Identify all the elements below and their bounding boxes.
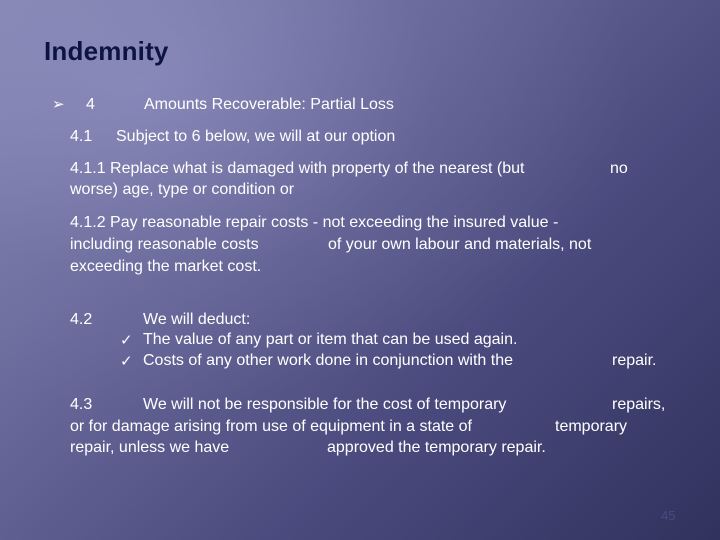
section-4-3-line2a: or for damage arising from use of equipment in a state of (70, 418, 472, 435)
slide-title: Indemnity (44, 36, 169, 66)
section-4-1-1-line1-tail: no (610, 160, 628, 177)
section-4-1-1-line1: 4.1.1 Replace what is damaged with property of the nearest (but (70, 160, 525, 177)
section-4-2-number: 4.2 (70, 311, 93, 328)
section-4-heading: Amounts Recoverable: Partial Loss (144, 96, 394, 113)
section-4-2-item1: The value of any part or item that can be used again. (143, 331, 518, 348)
section-4-2-item2a: Costs of any other work done in conjunction with the (143, 352, 513, 369)
section-4-number: 4 (86, 96, 95, 113)
section-4-1-text: Subject to 6 below, we will at our option (116, 128, 396, 145)
section-4-3-line1b: repairs, (612, 396, 666, 413)
section-4-1-2-line2a: including reasonable costs (70, 236, 259, 253)
section-4-1-2-line1: 4.1.2 Pay reasonable repair costs - not exceeding the insured value - (70, 214, 559, 231)
section-4-3-line3a: repair, unless we have (70, 439, 230, 456)
arrow-bullet-icon: ➢ (52, 96, 65, 113)
section-4-1-1-line2: worse) age, type or condition or (70, 181, 295, 198)
section-4-3-line1a: We will not be responsible for the cost of temporary (143, 396, 507, 413)
check-mark-icon: ✓ (120, 332, 133, 349)
section-4-3-line3b: approved the temporary repair. (327, 439, 546, 456)
section-4-2-intro: We will deduct: (143, 311, 251, 328)
section-4-1-number: 4.1 (70, 128, 93, 145)
section-4-1-2-line3: exceeding the market cost. (70, 258, 262, 275)
section-4-2-item2b: repair. (612, 352, 657, 369)
page-number: 45 (661, 508, 676, 523)
section-4-3-line2b: temporary (555, 418, 628, 435)
section-4-1-2-line2b: of your own labour and materials, not (328, 236, 592, 253)
check-mark-icon: ✓ (120, 353, 133, 370)
section-4-3-number: 4.3 (70, 396, 93, 413)
